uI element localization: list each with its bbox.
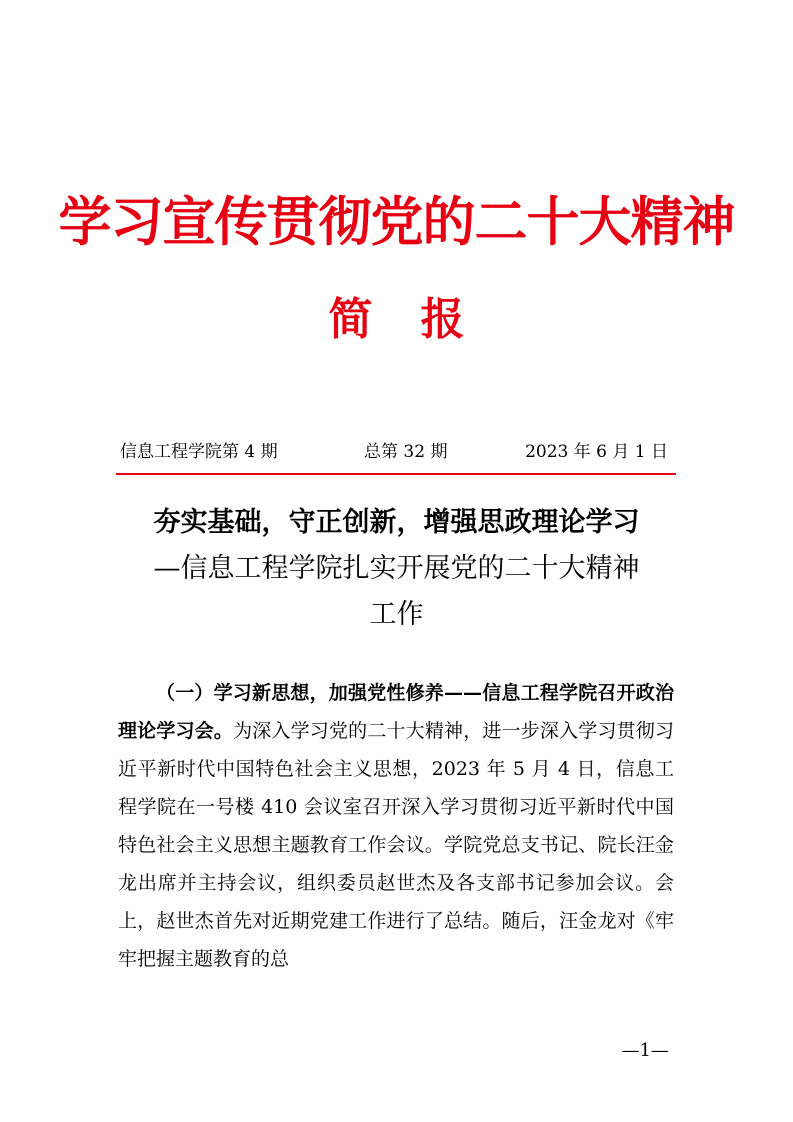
article-body bbox=[118, 674, 674, 978]
subtitle-char-right: 报 bbox=[420, 294, 465, 345]
article-title-line1: 夯实基础，守正创新，增强思政理论学习 bbox=[153, 507, 640, 538]
page-number: —1— bbox=[621, 1040, 669, 1061]
article-title bbox=[100, 500, 693, 638]
issue-unit: 信息工程学院第 4 期 bbox=[120, 442, 278, 462]
issue-date: 2023 年 6 月 1 日 bbox=[525, 442, 668, 462]
masthead-title: 学习宣传贯彻党的二十大精神 bbox=[58, 191, 735, 253]
article-title-line2: —信息工程学院扎实开展党的二十大精神 bbox=[153, 553, 640, 584]
body-text: 为深入学习党的二十大精神，进一步深入学习贯彻习近平新时代中国特色社会主义思想，2023 年 5 月 4 日，信息工程学院在一号楼 410 会议室召开深入学习贯彻习近平新时代中国特色社会主义思想主题教育工作会议。学院党总支书记、院长汪金龙出席并主持会议，组织委员赵世杰及各支部书记参加会议。会上，赵世杰首先对近期党建工作进行了总结。随后，汪金龙对《牢牢把握主题教育的总 bbox=[118, 720, 674, 970]
article-title-line3: 工作 bbox=[369, 599, 424, 630]
red-divider bbox=[116, 473, 676, 475]
section-heading: （一）学习新思想，加强党性修养——信息工程学院召开政治理论学习会。 bbox=[118, 682, 674, 742]
masthead-subtitle bbox=[0, 288, 793, 352]
subtitle-char-left: 简 bbox=[328, 294, 373, 345]
issue-line bbox=[120, 438, 668, 466]
issue-total: 总第 32 期 bbox=[364, 442, 448, 462]
